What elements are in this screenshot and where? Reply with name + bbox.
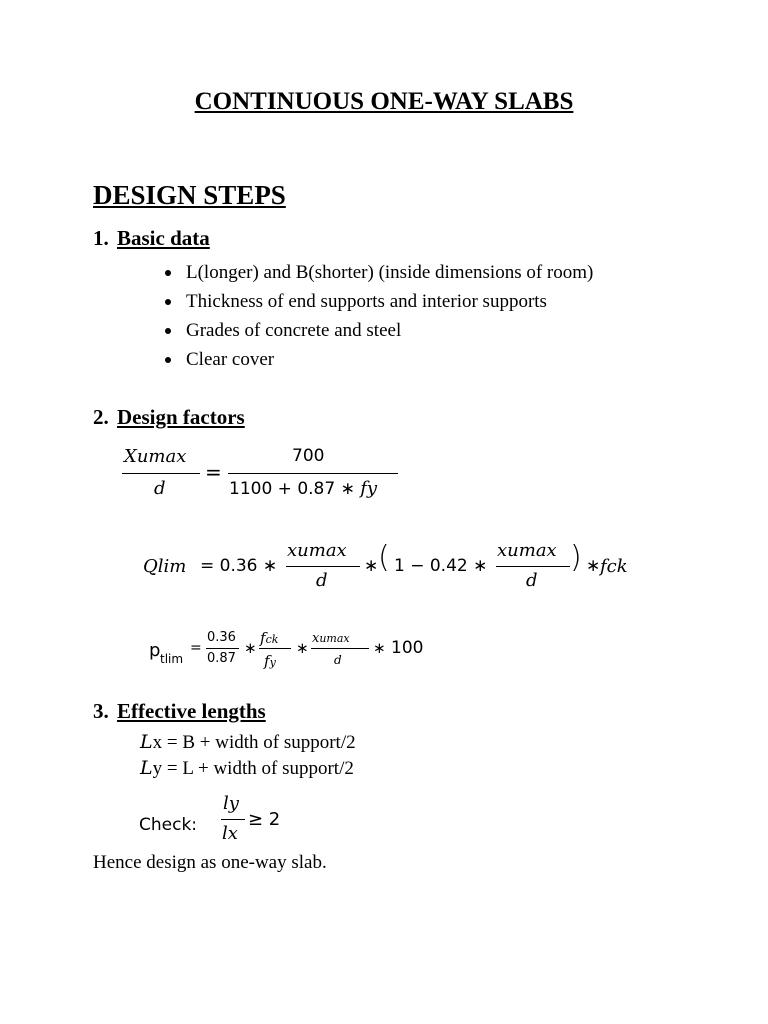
eq2-term: fck	[600, 556, 628, 577]
eq3-operator: ∗	[296, 639, 309, 657]
eq2-frac2-denominator: d	[526, 570, 538, 591]
list-item: Thickness of end supports and interior supports	[160, 287, 593, 316]
eq3-frac3-numerator: xumax	[312, 631, 350, 646]
eq2-frac2-numerator: xumax	[497, 540, 557, 561]
fraction-bar	[228, 473, 398, 474]
eq3-operator: ∗	[244, 639, 257, 657]
page-title: CONTINUOUS ONE-WAY SLABS	[194, 88, 574, 115]
section-heading: DESIGN STEPS	[93, 180, 286, 210]
eq2-operator: ∗	[586, 556, 601, 576]
eq1-rhs-denominator: 1100 + 0.87 ∗ fy	[229, 478, 378, 499]
eq3-frac1-numerator: 0.36	[207, 630, 236, 645]
eq3-frac2-numerator: fck	[260, 629, 279, 647]
section-number: 1.	[93, 226, 109, 250]
eq3-frac2-denominator: fy	[264, 652, 276, 670]
eq3-frac1-denominator: 0.87	[207, 651, 236, 666]
section-1-heading	[93, 226, 210, 251]
eq2-term: = 0.36 ∗	[200, 556, 278, 576]
list-item: Grades of concrete and steel	[160, 316, 593, 345]
fraction-bar	[122, 473, 200, 474]
eq2-open-paren: (	[378, 540, 390, 575]
eq2-close-paren: )	[570, 540, 582, 575]
eq3-lhs-subscript: tlim	[160, 652, 184, 666]
fraction-bar	[311, 648, 369, 649]
effective-length-lx: Lx = B + width of support/2	[140, 731, 356, 753]
section-title: Basic data	[117, 226, 210, 250]
eq2-frac1-numerator: xumax	[287, 540, 347, 561]
section-number: 2.	[93, 405, 109, 429]
section-3-heading	[93, 699, 266, 724]
check-relation: ≥ 2	[248, 809, 281, 830]
list-item: Clear cover	[160, 345, 593, 374]
list-item: L(longer) and B(shorter) (inside dimensions of room)	[160, 258, 593, 287]
section-title: Design factors	[117, 405, 245, 429]
fraction-bar	[221, 819, 245, 820]
check-label: Check:	[139, 815, 198, 835]
eq1-lhs-numerator: Xumax	[124, 446, 187, 467]
eq3-frac3-denominator: d	[334, 653, 342, 667]
fraction-bar	[286, 566, 360, 567]
eq2-term: 1 − 0.42 ∗	[394, 556, 488, 576]
fraction-bar	[496, 566, 570, 567]
section-2-heading	[93, 405, 245, 430]
eq1-lhs-denominator: d	[154, 478, 166, 499]
conclusion-text: Hence design as one-way slab.	[93, 852, 327, 873]
basic-data-list	[160, 258, 593, 374]
eq3-operator: ∗	[373, 639, 386, 657]
eq2-operator: ∗	[364, 556, 379, 576]
check-denominator: lx	[222, 823, 238, 844]
check-numerator: ly	[223, 793, 239, 814]
eq1-rhs-numerator: 700	[292, 446, 325, 466]
eq2-lhs: Qlim	[143, 556, 187, 577]
section-title: Effective lengths	[117, 699, 266, 723]
eq2-frac1-denominator: d	[316, 570, 328, 591]
eq3-lhs: p	[149, 640, 161, 661]
eq3-equals: =	[190, 640, 202, 656]
eq3-tail: 100	[391, 638, 424, 658]
fraction-bar	[206, 648, 239, 649]
eq1-equals: =	[205, 460, 222, 484]
fraction-bar	[259, 648, 291, 649]
section-number: 3.	[93, 699, 109, 723]
effective-length-ly: Ly = L + width of support/2	[140, 757, 354, 779]
